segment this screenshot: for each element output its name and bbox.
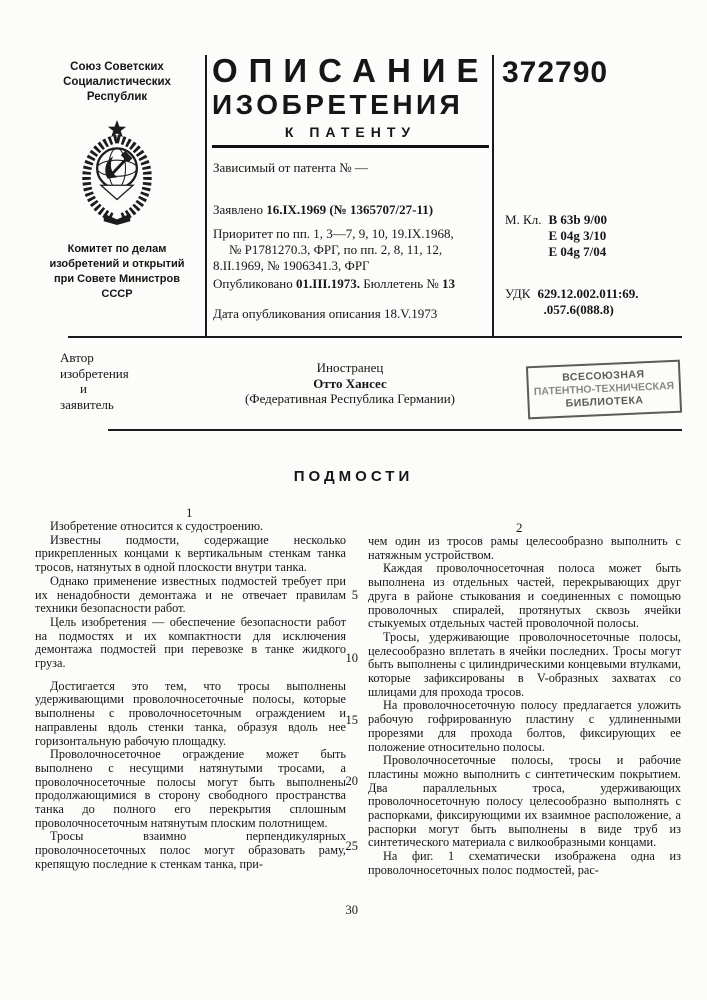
body-paragraph: Изобретение относится к судостроению. xyxy=(50,519,264,533)
issuer-column xyxy=(28,60,206,302)
committee-line: Комитет по делам xyxy=(67,243,167,255)
body-paragraph: чем один из тросов рамы целесообразно выполнить с натяжным устройством. xyxy=(368,534,681,562)
intl-class-label: М. Кл. xyxy=(505,212,542,227)
header-vertical-divider-right xyxy=(492,55,494,336)
line-number-marker: 20 xyxy=(345,774,358,788)
body-paragraph: Достигается это тем, что тросы выполнены удерживающими проволочносеточные полосы, которые выполнены с проволочносеточным ограждением и направлены вдоль стенки танка, образуя вдоль нее горизонтальную рабочую площадку. xyxy=(35,678,346,748)
author-nationality: Иностранец xyxy=(316,360,384,375)
document-subtitle: К ПАТЕНТУ xyxy=(284,124,417,140)
bulletin-label: Бюллетень № xyxy=(363,276,439,291)
line-number-marker: 5 xyxy=(351,588,358,602)
line-number-marker: 10 xyxy=(345,651,358,665)
author-role-line: изобретения xyxy=(60,365,129,381)
filed-date: 16.IX.1969 xyxy=(266,202,327,217)
right-text-column xyxy=(368,535,681,878)
committee-line: изобретений и открытий xyxy=(49,258,185,270)
right-column-number: 2 xyxy=(516,520,523,535)
priority-line: Приоритет по пп. 1, 3—7, 9, 10, 19.IX.1968, xyxy=(213,226,454,241)
filing-row xyxy=(213,202,433,218)
union-line: Социалистических xyxy=(63,76,171,88)
intl-class-code: Е 04g 7/04 xyxy=(548,244,607,259)
udk-line: .057.6(088.8) xyxy=(543,302,614,317)
line-number-marker: 25 xyxy=(345,839,358,853)
invention-title: ПОДМОСТИ xyxy=(293,468,414,485)
committee-line: СССР xyxy=(101,288,133,300)
udk-values xyxy=(537,286,638,318)
priority-row xyxy=(213,226,487,274)
left-column-number: 1 xyxy=(186,505,193,520)
body-paragraph: Тросы взаимно перпендикулярных проволочносеточных полос могут образовать раму, крепящую последние к стенкам танка, при- xyxy=(35,829,346,871)
stamp-line: БИБЛИОТЕКА xyxy=(565,394,644,410)
union-line: Союз Советских xyxy=(70,61,164,73)
body-paragraph: Однако применение известных подмостей требует при их ненадобности демонтажа и не отвечает правилам техники безопасности работ. xyxy=(35,573,346,616)
body-paragraph: Проволочносеточное ограждение может быть выполнено с несущими натянутыми тросами, а проволочносеточные полосы могут быть выполнены продолжающимися в сторону свободного пространства танка до полного его перекрытия сплошным проволочносеточным натянутым плоским полотнищем. xyxy=(35,747,346,830)
intl-class-code: Е 04g 3/10 xyxy=(548,228,607,243)
published-label: Опубликовано xyxy=(213,276,293,291)
udk-block xyxy=(505,286,639,318)
priority-line: № Р1781270.3, ФРГ, по пп. 2, 8, 11, 12, xyxy=(229,242,443,257)
library-stamp xyxy=(526,360,682,420)
body-paragraph: На фиг. 1 схематически изображена одна из проволочносеточных полос подмостей, рас- xyxy=(368,849,681,877)
udk-line: 629.12.002.011:69. xyxy=(537,286,639,301)
intl-class-codes xyxy=(548,212,607,260)
author-role-block xyxy=(60,350,129,412)
bulletin-number: 13 xyxy=(442,276,456,291)
body-paragraph: Тросы, удерживающие проволочносеточные полосы, целесообразно вплетать в ячейки последних. Тросы могут быть выполнены с цилиндрическими концевыми втулками, которые зафиксированы в V-образных захватах со шлицами для прохода тросов. xyxy=(368,629,681,699)
stamp-line: ПАТЕНТНО-ТЕХНИЧЕСКАЯ xyxy=(533,379,675,399)
document-type-line2: ИЗОБРЕТЕНИЯ xyxy=(212,89,464,120)
line-number-marker: 15 xyxy=(345,713,358,727)
body-paragraph: На проволочносеточную полосу предлагается уложить рабочую гофрированную пластину с удлиненными прорезями для прохода болтов, фиксирующих ее положение относительно полосы. xyxy=(368,698,681,754)
publication-row xyxy=(213,276,455,292)
stamp-line: ВСЕСОЮЗНАЯ xyxy=(561,368,645,384)
author-name: Отто Хансес xyxy=(313,375,387,391)
document-type-line1: ОПИСАНИЕ xyxy=(212,52,490,89)
priority-line: 8.II.1969, № 1906341.3, ФРГ xyxy=(213,258,370,273)
author-country: (Федеративная Республика Германии) xyxy=(244,391,456,406)
udk-label: УДК xyxy=(505,286,531,301)
published-date: 01.III.1973. xyxy=(296,276,360,291)
dependent-patent-row xyxy=(213,160,368,176)
header-bottom-rule xyxy=(68,336,682,338)
author-role-line: и xyxy=(80,381,87,396)
description-date-value: 18.V.1973 xyxy=(383,306,438,321)
ussr-coat-of-arms-icon xyxy=(69,119,165,225)
union-line: Республик xyxy=(86,91,148,103)
application-number: (№ 1365707/27-11) xyxy=(329,202,434,217)
author-identity-block xyxy=(205,360,495,407)
dependent-label: Зависимый от патента № xyxy=(213,160,352,175)
author-role-line: заявитель xyxy=(60,396,114,412)
line-number-marker: 30 xyxy=(345,903,358,917)
committee-name xyxy=(28,242,206,302)
union-name xyxy=(28,60,206,105)
description-date-label: Дата опубликования описания xyxy=(213,306,381,321)
body-paragraph: Каждая проволочносеточная полоса может быть выполнена из отдельных частей, перекрывающих друг друга в районе стыкования и соединенных с помощью проволочных спиралей, протянутых сквозь ячейки стыкуемых отдельных частей проволочной полосы. xyxy=(368,561,681,631)
body-paragraph: Известны подмости, содержащие несколько прикрепленных концами к вертикальным стенкам танка тросов, натянутых в одной плоскости внутри танка. xyxy=(35,532,346,575)
committee-line: при Совете Министров xyxy=(53,273,181,285)
author-role-line: Автор xyxy=(60,350,94,365)
left-text-column xyxy=(35,520,346,872)
document-type-block xyxy=(212,52,489,148)
body-paragraph: Цель изобретения — обеспечение безопасности работ на подмостях и их компактности для исключения демонтажа подмостей при перевозке в танке жидкого груза. xyxy=(35,614,346,671)
header-vertical-divider-left xyxy=(205,55,207,336)
dependent-value: — xyxy=(354,160,368,175)
author-band-bottom-rule xyxy=(108,429,682,431)
description-date-row xyxy=(213,306,437,322)
intl-class-code: В 63b 9/00 xyxy=(548,212,607,227)
body-paragraph: Проволочносеточные полосы, тросы и рабочие пластины можно выполнить с синтетическим покрытием. Два параллельных троса, удерживающих проволочносеточную полосу целесообразно выполнять с распорками, фиксирующими их взаимное расположение, а распорки могут быть выполнены в виде труб из синтетического материала с вилкообразными концами. xyxy=(368,753,681,850)
document-type-rule xyxy=(212,145,489,148)
intl-class-block xyxy=(505,212,607,260)
filed-label: Заявлено xyxy=(213,202,263,217)
patent-number: 372790 xyxy=(502,56,609,89)
